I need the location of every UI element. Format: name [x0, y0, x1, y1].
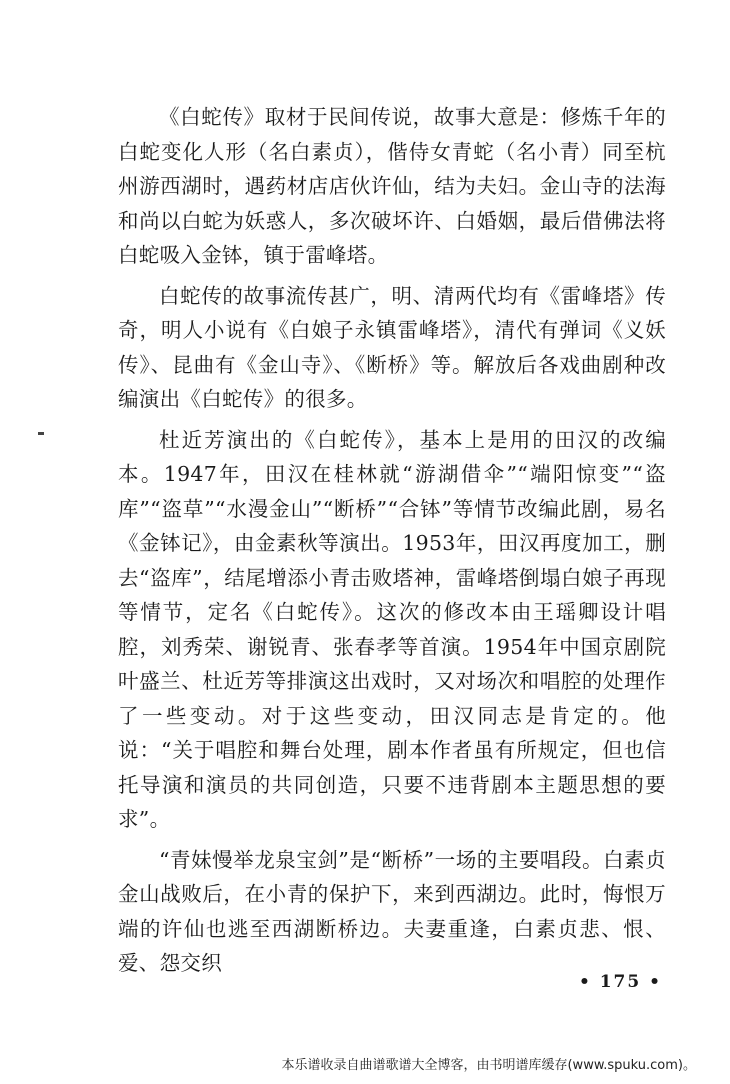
paragraph-3: 杜近芳演出的《白蛇传》，基本上是用的田汉的改编本。1947年，田汉在桂林就“游湖借伞”“端阳惊变”“盗库”“盗草”“水漫金山”“断桥”“合钵”等情节改编此剧，易名《金钵记》，由金素秋等演出。1953年，田汉再度加工，删去“盗库”，结尾增添小青击败塔神，雷峰塔倒塌白娘子再现等情节，定名《白蛇传》。这次的修改本由王瑶卿设计唱腔，刘秀荣、谢锐青、张春孝等首演。1954年中国京剧院叶盛兰、杜近芳等排演这出戏时，又对场次和唱腔的处理作了一些变动。对于这些变动，田汉同志是肯定的。他说：“关于唱腔和舞台处理，剧本作者虽有所规定，但也信托导演和演员的共同创造，只要不违背剧本主题思想的要求”。: [118, 427, 666, 831]
source-footer: 本乐谱收录自曲谱歌谱大全博客，由书明谱库缓存(www.spuku.com)。: [281, 1058, 696, 1073]
body-text: [118, 100, 666, 987]
paragraph-2: 白蛇传的故事流传甚广，明、清两代均有《雷峰塔》传奇，明人小说有《白娘子永镇雷峰塔》，清代有弹词《义妖传》、昆曲有《金山寺》、《断桥》等。解放后各戏曲剧种改编演出《白蛇传》的很多。: [118, 283, 666, 411]
paragraph-4: “青妹慢举龙泉宝剑”是“断桥”一场的主要唱段。白素贞金山战败后，在小青的保护下，来到西湖边。此时，悔恨万端的许仙也逃至西湖断桥边。夫妻重逢，白素贞悲、恨、爱、怨交织: [118, 847, 666, 975]
margin-mark: [38, 432, 44, 435]
page-number: • 175 •: [578, 972, 662, 992]
paragraph-1: 《白蛇传》取材于民间传说，故事大意是：修炼千年的白蛇变化人形（名白素贞），偕侍女青蛇（名小青）同至杭州游西湖时，遇药材店店伙许仙，结为夫妇。金山寺的法海和尚以白蛇为妖惑人，多次破坏许、白婚姻，最后借佛法将白蛇吸入金钵，镇于雷峰塔。: [118, 105, 666, 267]
